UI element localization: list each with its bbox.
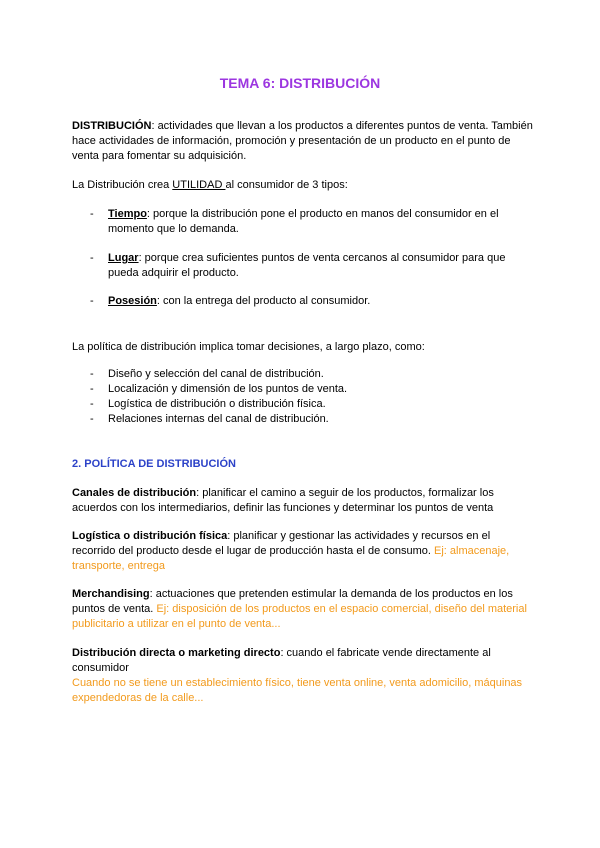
concept-logistics (72, 529, 534, 574)
concept-text: : planificar el camino a seguir de los productos, formalizar los acuerdos con los intermediarios, definir las funciones y determinar los puntos de venta (72, 487, 494, 514)
utility-after: al consumidor de 3 tipos: (225, 179, 348, 191)
intro-term: DISTRIBUCIÓN (72, 120, 152, 132)
utility-keyword: UTILIDAD (172, 179, 226, 191)
intro-paragraph (72, 119, 534, 164)
concept-text: : cuando el fabricate vende directamente al consumidor (72, 647, 491, 674)
intro-text: : actividades que llevan a los productos a diferentes puntos de venta. También hace actividades de información, promoción y presentación de un producto en el punto de venta para fomentar su adquisición. (72, 120, 533, 162)
utility-type-time (90, 207, 520, 237)
utility-type-term: Lugar (108, 252, 139, 264)
section-heading: 2. POLÍTICA DE DISTRIBUCIÓN (72, 458, 236, 470)
dash-bullet: - (90, 252, 94, 264)
utility-type-possession (90, 294, 520, 309)
concept-term: Merchandising (72, 588, 150, 600)
concept-text: : actuaciones que pretenden estimular la demanda de los productos en los puntos de venta. (72, 588, 513, 615)
concept-example: Ej: almacenaje, transporte, entrega (72, 545, 510, 572)
utility-paragraph (72, 178, 534, 193)
concept-merchandising (72, 587, 534, 632)
concept-channels (72, 486, 534, 516)
concept-term: Distribución directa o marketing directo (72, 647, 281, 659)
concept-text: : planificar y gestionar las actividades y recursos en el recorrido del producto desde el lugar de producción hasta el de consumo. (72, 530, 491, 557)
concept-term: Canales de distribución (72, 487, 197, 499)
utility-type-term: Posesión (108, 295, 157, 307)
dash-bullet: - (90, 208, 94, 220)
concept-example: Ej: disposición de los productos en el espacio comercial, diseño del material publicitario a utilizar en el punto de venta... (72, 603, 527, 630)
utility-before: La Distribución crea (72, 179, 173, 191)
list-item: - Diseño y selección del canal de distribución. (90, 368, 324, 380)
list-item: - Localización y dimensión de los puntos de venta. (90, 383, 348, 395)
list-item: - Logística de distribución o distribución física. (90, 398, 326, 410)
policy-list (90, 367, 520, 427)
concept-term: Logística o distribución física (72, 530, 228, 542)
utility-type-term: Tiempo (108, 208, 147, 220)
utility-type-place (90, 251, 520, 281)
concept-example: Cuando no se tiene un establecimiento físico, tiene venta online, venta adomicilio, máquinas expendedoras de la calle... (72, 677, 523, 704)
concept-direct (72, 646, 534, 706)
policy-intro: La política de distribución implica tomar decisiones, a largo plazo, como: (72, 341, 425, 353)
dash-bullet: - (90, 295, 94, 307)
utility-type-text: : con la entrega del producto al consumidor. (156, 295, 371, 307)
list-item: - Relaciones internas del canal de distribución. (90, 413, 329, 425)
utility-type-text: : porque la distribución pone el producto en manos del consumidor en el momento que lo demanda. (108, 208, 499, 235)
page-title: TEMA 6: DISTRIBUCIÓN (219, 75, 381, 91)
utility-type-text: : porque crea suficientes puntos de venta cercanos al consumidor para que pueda adquirir el producto. (108, 252, 506, 279)
